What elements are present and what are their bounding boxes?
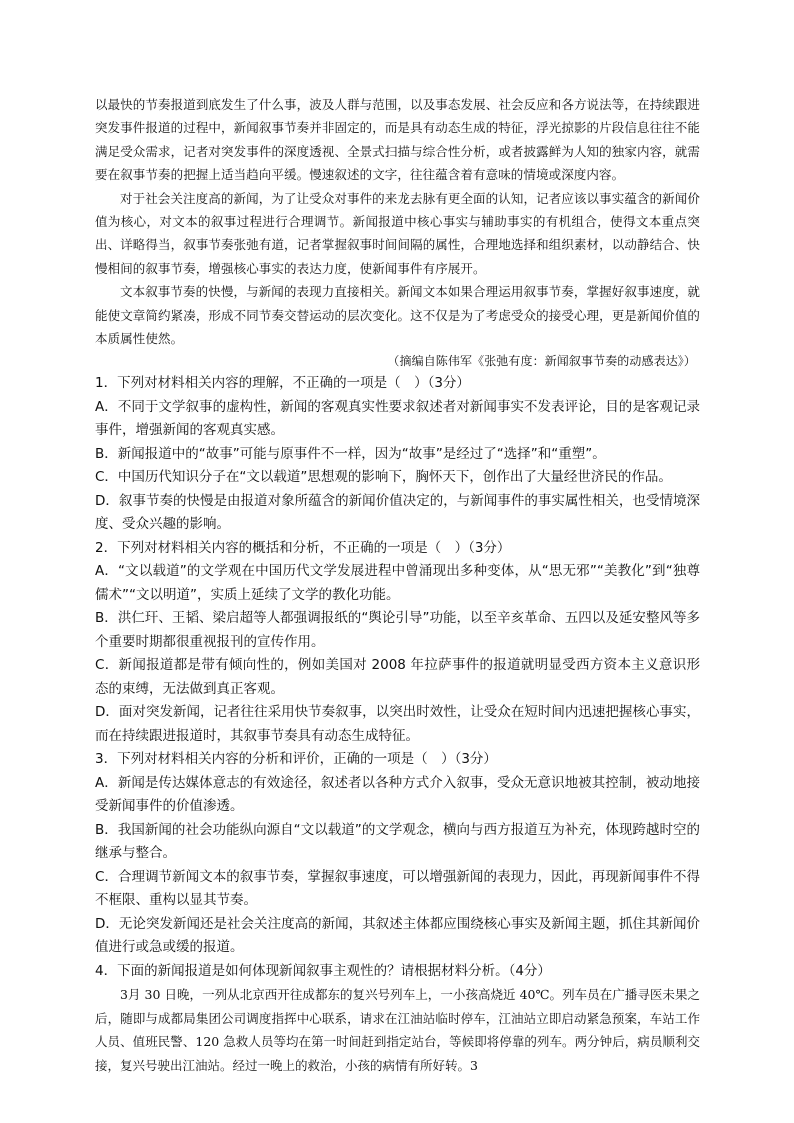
passage-paragraph-1: 以最快的节奏报道到底发生了什么事，波及人群与范围，以及事态发展、社会反应和各方说法等，在持续跟进突发事件报道的过程中，新闻叙事节奏并非固定的，而是具有动态生成的特征，浮光掠影的片段信息往往不能满足受众需求，记者对突发事件的深度透视、全景式扫描与综合性分析，或者披露鲜为人知的独家内容，就需要在叙事节奏的把握上适当趋向平缓。慢速叙述的文字，往往蕴含着有意味的情境或深度内容。 <box>95 97 700 183</box>
option-b: B．新闻报道中的“故事”可能与原事件不一样，因为“故事”是经过了“选择”和“重塑”。 <box>95 445 606 462</box>
question-3 <box>95 748 700 960</box>
question-stem: 4．下面的新闻报道是如何体现新闻叙事主观性的？请根据材料分析。（4分） <box>95 962 551 979</box>
option-d: D．无论突发新闻还是社会关注度高的新闻，其叙述主体都应围绕核心事实及新闻主题，抓住其新闻价值进行或急或缓的报道。 <box>95 915 700 956</box>
option-b: B．洪仁玕、王韬、梁启超等人都强调报纸的“舆论引导”功能，以至辛亥革命、五四以及延安整风等多个重要时期都很重视报刊的宣传作用。 <box>95 610 700 650</box>
passage-paragraph-3: 文本叙事节奏的快慢，与新闻的表现力直接相关。新闻文本如果合理运用叙事节奏，掌握好叙事速度，就能使文章简约紧凑，形成不同节奏交替运动的层次变化。这不仅是为了考虑受众的接受心理，更是新闻价值的本质属性使然。 <box>95 284 700 347</box>
option-a: A．“文以载道”的文学观在中国历代文学发展进程中曾涌现出多种变体，从“思无邪”“美教化”到“独尊儒术”“文以明道”，实质上延续了文学的教化功能。 <box>95 563 700 603</box>
news-material: 3月 30 日晚，一列从北京西开往成都东的复兴号列车上，一小孩高烧近 40℃。列车员在广播寻医未果之后，随即与成都局集团公司调度指挥中心联系，请求在江油站临时停车，江油站立即启动紧急预案，车站工作人员、值班民警、120 急救人员等均在第一时间赶到指定站台，等候即将停靠的列车。两分钟后，病员顺利交接，复兴号驶出江油站。经过一晚上的救治，小孩的病情有所好转。3 <box>95 987 700 1073</box>
document-page <box>95 93 700 1077</box>
option-a: A．新闻是传达媒体意志的有效途径，叙述者以各种方式介入叙事，受众无意识地被其控制，被动地接受新闻事件的价值渗透。 <box>95 774 700 815</box>
passage-paragraph-2: 对于社会关注度高的新闻，为了让受众对事件的来龙去脉有更全面的认知，记者应该以事实蕴含的新闻价值为核心，对文本的叙事过程进行合理调节。新闻报道中核心事实与辅助事实的有机组合，使得文本重点突出、详略得当，叙事节奏张弛有道，记者掌握叙事时间间隔的属性，合理地选择和组织素材，以动静结合、快慢相间的叙事节奏，增强核心事实的表达力度，使新闻事件有序展开。 <box>95 190 700 276</box>
passage-source: （摘编自陈伟军《张弛有度：新闻叙事节奏的动感表达》） <box>387 354 696 369</box>
option-b: B．我国新闻的社会功能纵向源自“文以载道”的文学观念，横向与西方报道互为补充，体现跨越时空的继承与整合。 <box>95 821 700 862</box>
passage <box>95 93 700 372</box>
option-d: D．面对突发新闻，记者往往采用快节奏叙事，以突出时效性，让受众在短时间内迅速把握核心事实，而在持续跟进报道时，其叙事节奏具有动态生成特征。 <box>95 704 700 744</box>
option-c: C．新闻报道都是带有倾向性的，例如美国对 2008 年拉萨事件的报道就明显受西方资本主义意识形态的束缚，无法做到真正客观。 <box>95 657 700 697</box>
option-d: D．叙事节奏的快慢是由报道对象所蕴含的新闻价值决定的，与新闻事件的事实属性相关，也受情境深度、受众兴趣的影响。 <box>95 492 700 533</box>
question-stem: 3．下列对材料相关内容的分析和评价，正确的一项是（ ）（3分） <box>95 751 497 768</box>
option-a: A．不同于文学叙事的虚构性，新闻的客观真实性要求叙述者对新闻事实不发表评论，目的是客观记录事件，增强新闻的客观真实感。 <box>95 398 700 439</box>
question-stem: 1．下列对材料相关内容的理解，不正确的一项是（ ）（3分） <box>95 375 470 392</box>
question-4 <box>95 960 700 1077</box>
option-c: C．中国历代知识分子在“文以载道”思想观的影响下，胸怀天下，创作出了大量经世济民的作品。 <box>95 469 672 486</box>
question-stem: 2．下列对材料相关内容的概括和分析，不正确的一项是（ ）（3分） <box>95 539 511 556</box>
option-c: C．合理调节新闻文本的叙事节奏，掌握叙事速度，可以增强新闻的表现力，因此，再现新闻事件不得不框限、重构以显其节奏。 <box>95 868 700 909</box>
question-1 <box>95 372 700 537</box>
question-2 <box>95 537 700 749</box>
